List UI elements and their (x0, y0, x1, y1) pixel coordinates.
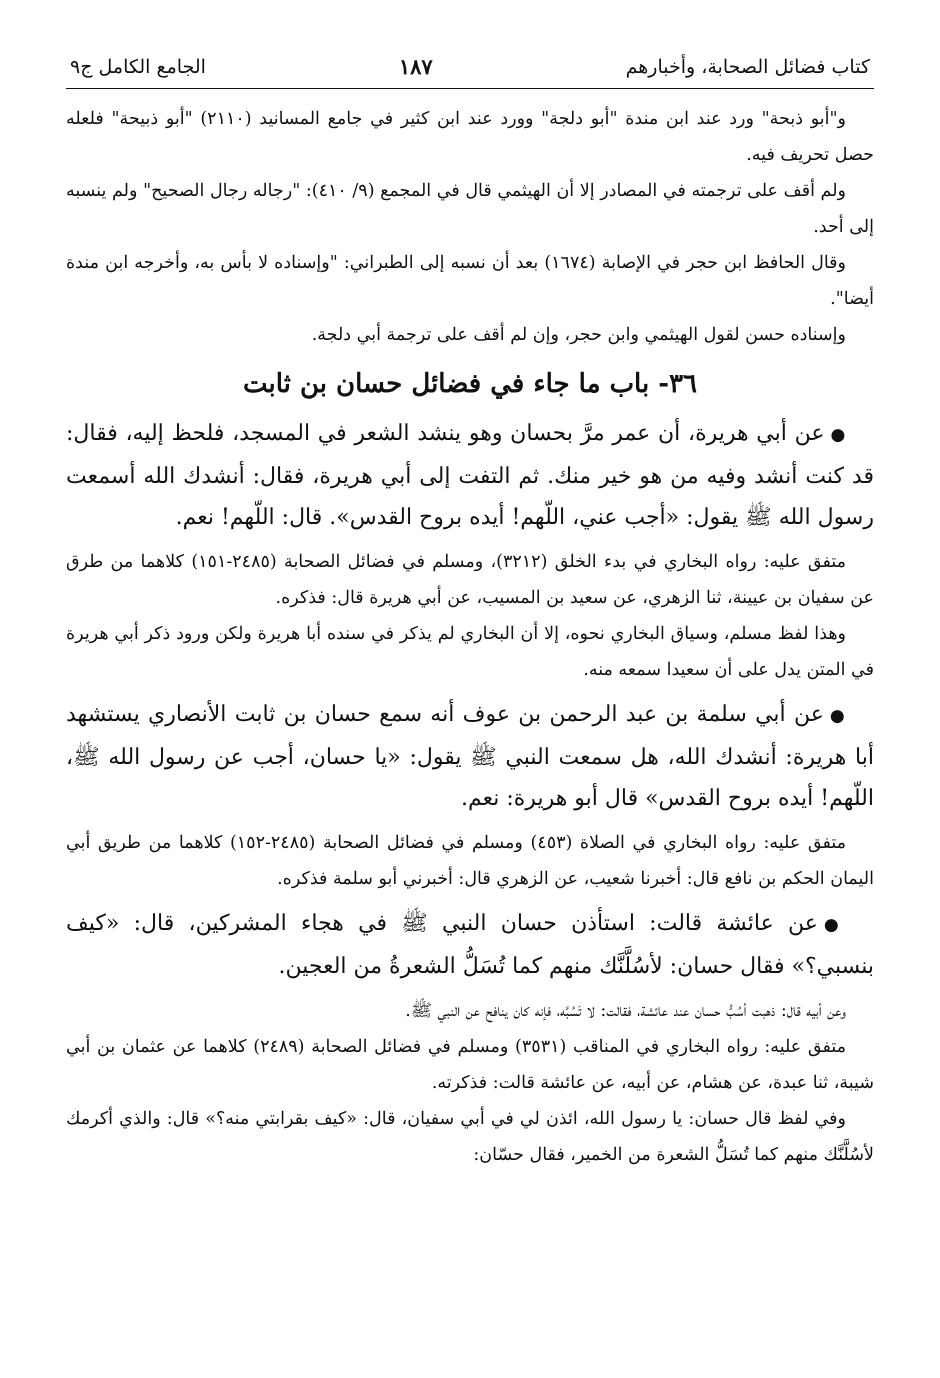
hadith-paragraph: ●عن أبي هريرة، أن عمر مرَّ بحسان وهو ينشد الشعر في المسجد، فلحظ إليه، فقال: قد كنت أنشد وفيه من هو خير منك. ثم التفت إلى أبي هريرة، فقال: أنشدك الله أسمعت رسول الله ﷺ يقول: «أجب عني، اللّهم! أيده بروح القدس». قال: اللّهم! نعم. (66, 421, 874, 530)
chapter-heading: ٣٦- باب ما جاء في فضائل حسان بن ثابت (242, 369, 697, 399)
note-paragraph: متفق عليه: رواه البخاري في المناقب (٣٥٣١) ومسلم في فضائل الصحابة (٢٤٨٩) كلاهما عن عثمان بن أبي شيبة، ثنا عبدة، عن هشام، عن أبيه، عن عائشة قالت: فذكرته. (66, 1037, 874, 1093)
header-volume-title: الجامع الكامل ج٩ (70, 56, 206, 78)
hadith-paragraph: ●عن عائشة قالت: استأذن حسان النبي ﷺ في هجاء المشركين، قال: «كيف بنسبي؟» فقال حسان: لأسُلَّنَّك منهم كما تُسَلُّ الشعرةُ من العجين. (66, 911, 874, 979)
note-paragraph: ولم أقف على ترجمته في المصادر إلا أن الهيثمي قال في المجمع (٩/ ٤١٠): "رجاله رجال الصحيح" ولم ينسبه إلى أحد. (66, 181, 874, 237)
note-paragraph: وهذا لفظ مسلم، وسياق البخاري نحوه، إلا أن البخاري لم يذكر في سنده أبا هريرة ولكن ورود ذكر أبي هريرة في المتن يدل على أن سعيدا سمعه منه. (66, 624, 874, 680)
note-paragraph: وإسناده حسن لقول الهيثمي وابن حجر، وإن لم أقف على ترجمة أبي دلجة. (311, 325, 846, 345)
hadith-paragraph: ●عن أبي سلمة بن عبد الرحمن بن عوف أنه سمع حسان بن ثابت الأنصاري يستشهد أبا هريرة: أنشدك الله، هل سمعت النبي ﷺ يقول: «يا حسان، أجب عن رسول الله ﷺ، اللّهم! أيده بروح القدس» قال أبو هريرة: نعم. (66, 702, 874, 811)
header-book-title: كتاب فضائل الصحابة، وأخبارهم (625, 56, 870, 78)
note-paragraph: متفق عليه: رواه البخاري في الصلاة (٤٥٣) ومسلم في فضائل الصحابة (٢٤٨٥-١٥٢) كلاهما من طريق أبي اليمان الحكم بن نافع قال: أخبرنا شعيب، عن الزهري قال: أخبرني أبو سلمة فذكره. (66, 833, 874, 889)
note-paragraph: وعن أبيه قال: ذهبت أسُبُّ حسان عند عائشة، فقالت: لا تَسُبَّه، فإنه كان ينافح عن النبي ﷺ. (405, 1001, 846, 1021)
bullet-icon: ● (823, 915, 846, 935)
page-header (66, 52, 874, 89)
bullet-icon: ● (829, 706, 846, 726)
note-paragraph: و"أبو ذبحة" ورد عند ابن مندة "أبو دلجة" وورد عند ابن كثير في جامع المسانيد (٢١١٠) "أبو ذبيحة" فلعله حصل تحريف فيه. (66, 109, 874, 165)
page-number: ١٨٧ (398, 54, 433, 79)
note-paragraph: وفي لفظ قال حسان: يا رسول الله، ائذن لي في أبي سفيان، قال: «كيف بقرابتي منه؟» قال: والذي أكرمك لأسُلَّنَّك منهم كما تُسَلُّ الشعرة من الخمير، فقال حسّان: (66, 1109, 874, 1165)
note-paragraph: متفق عليه: رواه البخاري في بدء الخلق (٣٢١٢)، ومسلم في فضائل الصحابة (٢٤٨٥-١٥١) كلاهما من طرق عن سفيان بن عيينة، ثنا الزهري، عن سعيد بن المسيب، عن أبي هريرة قال: فذكره. (66, 552, 874, 608)
bullet-icon: ● (830, 425, 846, 445)
note-paragraph: وقال الحافظ ابن حجر في الإصابة (١٦٧٤) بعد أن نسبه إلى الطبراني: "وإسناده لا بأس به، وأخرجه ابن مندة أيضا". (66, 253, 874, 309)
